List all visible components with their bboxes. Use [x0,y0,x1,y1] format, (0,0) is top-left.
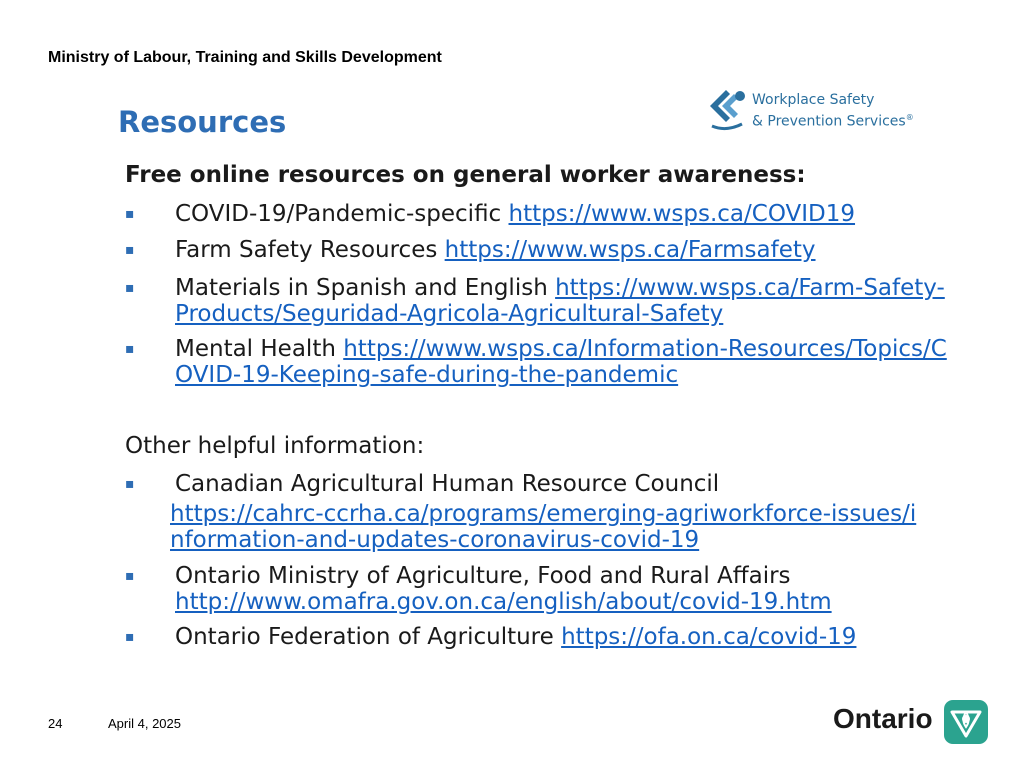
trillium-icon [944,700,988,744]
mental-health-link[interactable]: https://www.wsps.ca/Information-Resources/Topics/COVID-19-Keeping-safe-during-the-pandemic [175,336,947,388]
bullet-icon: ▪ [125,476,135,492]
item-label: Canadian Agricultural Human Resource Council [175,471,720,497]
item-label: Farm Safety Resources [175,237,438,263]
omafra-link[interactable]: http://www.omafra.gov.on.ca/english/about/covid-19.htm [175,589,832,615]
wsps-line2: & Prevention Services [752,113,906,130]
section1-heading: Free online resources on general worker awareness: [125,162,806,188]
bullet-icon: ▪ [125,242,135,258]
wsps-line1: Workplace Safety [752,92,875,108]
ministry-header: Ministry of Labour, Training and Skills Development [48,49,442,66]
item-label: Ontario Federation of Agriculture [175,624,554,650]
bullet-icon: ▪ [125,280,135,296]
item-label: Ontario Ministry of Agriculture, Food and Rural Affairs [175,563,791,589]
bullet-icon: ▪ [125,341,135,357]
bullet-icon: ▪ [125,206,135,222]
wsps-logo [700,86,915,134]
slide-title: Resources [118,105,287,139]
bullet-icon: ▪ [125,568,135,584]
item-label: COVID-19/Pandemic-specific [175,201,502,227]
section2-heading: Other helpful information: [125,433,425,459]
cahrc-link[interactable]: https://cahrc-ccrha.ca/programs/emerging-agriworkforce-issues/information-and-updates-coronavirus-covid-19 [170,501,917,553]
page-number: 24 [48,716,63,731]
bullet-icon: ▪ [125,629,135,645]
farmsafety-link[interactable]: https://www.wsps.ca/Farmsafety [444,237,816,263]
covid19-link[interactable]: https://www.wsps.ca/COVID19 [508,201,856,227]
footer-date: April 4, 2025 [108,716,181,731]
item-label: Materials in Spanish and English [175,275,548,301]
wsps-reg-mark: ® [905,113,914,122]
wsps-logo-icon [700,86,750,134]
ofa-link[interactable]: https://ofa.on.ca/covid-19 [561,624,857,650]
item-label: Mental Health [175,336,336,362]
spanish-materials-link[interactable]: https://www.wsps.ca/Farm-Safety-Products/Seguridad-Agricola-Agricultural-Safety [175,275,945,327]
slide-content-image [100,78,947,668]
ontario-wordmark: Ontario [833,703,933,734]
